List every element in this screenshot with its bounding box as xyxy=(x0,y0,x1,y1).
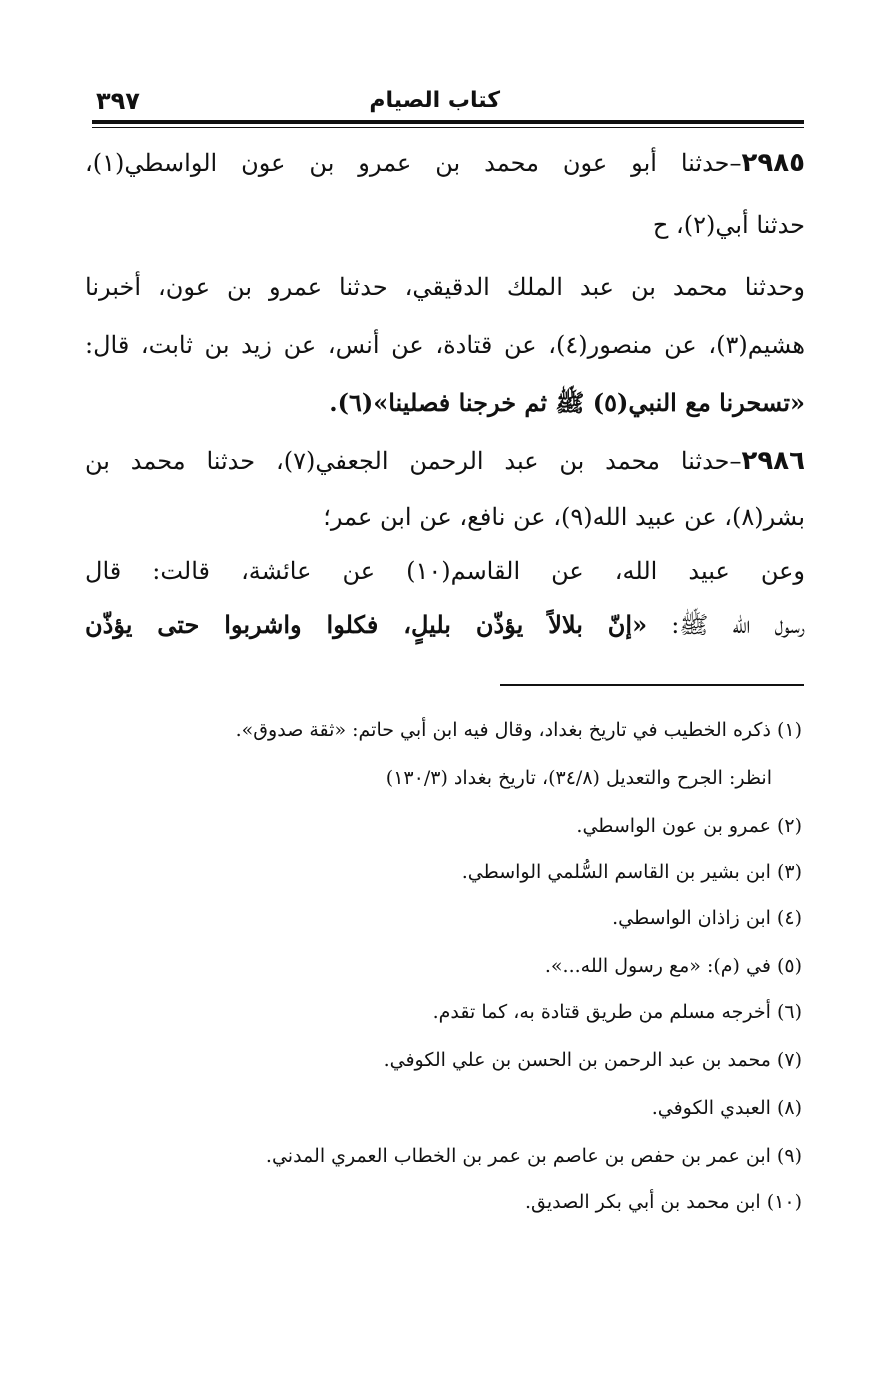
footnote-separator xyxy=(500,684,804,686)
footnote-4: (٤) ابن زاذان الواسطي. xyxy=(612,907,802,929)
hadith-2986-text-1: –حدثنا محمد بن عبد الرحمن الجعفي(٧)، حدثنا محمد بن xyxy=(85,447,742,475)
hadith-2985-line-2: حدثنا أبي(٢)، ح xyxy=(652,211,805,239)
page-number: ٣٩٧ xyxy=(96,87,140,115)
hadith-2986-line-1 xyxy=(85,436,805,486)
footnote-6: (٦) أخرجه مسلم من طريق قتادة به، كما تقدم. xyxy=(432,1001,802,1023)
hadith-number-2985: ٢٩٨٥ xyxy=(741,148,805,178)
footnote-7: (٧) محمد بن عبد الرحمن بن الحسن بن علي الكوفي. xyxy=(383,1049,802,1071)
footnote-3: (٣) ابن بشير بن القاسم السُّلمي الواسطي. xyxy=(461,861,802,883)
isnad-line-2: هشيم(٣)، عن منصور(٤)، عن قتادة، عن أنس، عن زيد بن ثابت، قال: xyxy=(85,331,805,359)
footnote-5: (٥) في (م): «مع رسول الله...». xyxy=(544,955,802,977)
isnad-aisha-line-1: وعن عبيد الله، عن القاسم(١٠) عن عائشة، قالت: قال xyxy=(85,557,805,585)
hadith-2986-matn: «إنّ بلالاً يؤذّن بليلٍ، فكلوا واشربوا حتى يؤذّن xyxy=(85,610,648,639)
footnote-2: (٢) عمرو بن عون الواسطي. xyxy=(576,815,802,837)
hadith-number-2986: ٢٩٨٦ xyxy=(741,446,805,476)
footnote-8: (٨) العبدي الكوفي. xyxy=(651,1097,802,1119)
hadith-2986-line-2: بشر(٨)، عن عبيد الله(٩)، عن نافع، عن ابن عمر؛ xyxy=(323,503,805,531)
hadith-2985-matn: «تسحرنا مع النبي(٥) ﷺ ثم خرجنا فصلينا»(٦). xyxy=(329,388,805,417)
footnote-9: (٩) ابن عمر بن حفص بن عاصم بن عمر بن الخطاب العمري المدني. xyxy=(265,1145,802,1167)
prophet-attribution: رسول الله ﷺ: xyxy=(647,611,805,639)
isnad-aisha-line-2 xyxy=(85,600,805,650)
footnote-10: (١٠) ابن محمد بن أبي بكر الصديق. xyxy=(524,1191,802,1213)
header-rule-thin xyxy=(92,127,804,128)
hadith-2985-line-1 xyxy=(85,138,805,188)
header-rule-thick xyxy=(92,120,804,124)
running-header-title: كتاب الصيام xyxy=(369,88,500,113)
isnad-line-1: وحدثنا محمد بن عبد الملك الدقيقي، حدثنا عمرو بن عون، أخبرنا xyxy=(85,273,805,301)
footnote-1: (١) ذكره الخطيب في تاريخ بغداد، وقال فيه ابن أبي حاتم: «ثقة صدوق». xyxy=(235,719,802,741)
hadith-2985-text-1: –حدثنا أبو عون محمد بن عمرو بن عون الواسطي(١)، xyxy=(85,149,742,177)
footnote-1-reference: انظر: الجرح والتعديل (٣٤/٨)، تاريخ بغداد (١٣٠/٣) xyxy=(385,767,772,789)
